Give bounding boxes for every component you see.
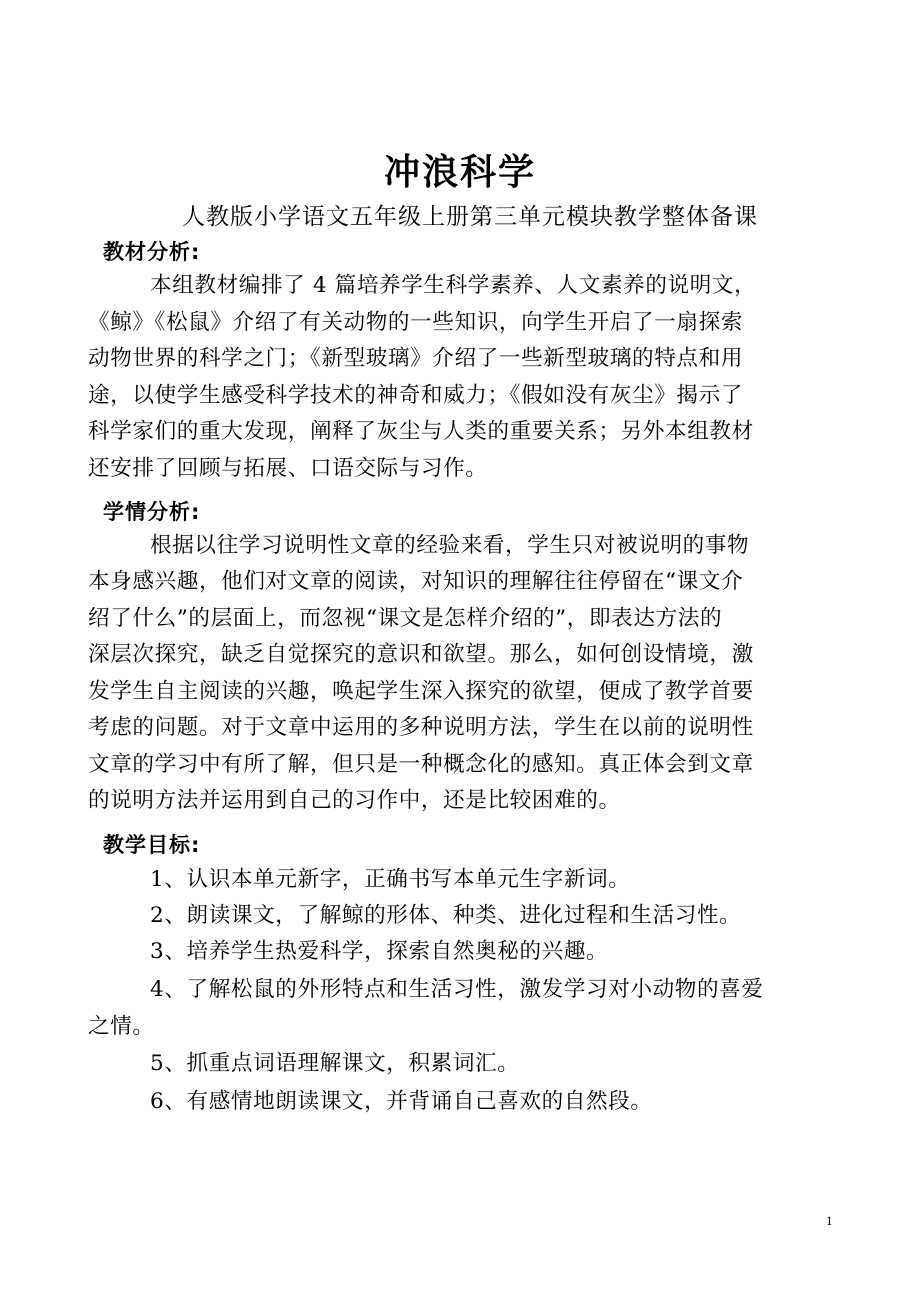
paragraph-line: 科学家们的重大发现，阐释了灰尘与人类的重要关系；另外本组教材 xyxy=(88,419,754,444)
paragraph-line: 文章的学习中有所了解，但只是一种概念化的感知。真正体会到文章 xyxy=(88,752,754,777)
goal-item-continuation: 之情。 xyxy=(88,1014,155,1039)
page-subtitle: 人教版小学语文五年级上册第三单元模块教学整体备课 xyxy=(182,204,758,230)
goal-item: 4、了解松鼠的外形特点和生活习性，激发学习对小动物的喜爱 xyxy=(150,977,764,1002)
goal-item: 1、认识本单元新字，正确书写本单元生字新词。 xyxy=(150,867,631,892)
paragraph-line: 本组教材编排了 4 篇培养学生科学素养、人文素养的说明文， xyxy=(150,273,757,298)
goal-item: 5、抓重点词语理解课文，积累词汇。 xyxy=(150,1051,520,1076)
paragraph-line: 深层次探究，缺乏自觉探究的意识和欲望。那么，如何创设情境，激 xyxy=(88,642,754,667)
goal-item: 3、培养学生热爱科学，探索自然奥秘的兴趣。 xyxy=(150,939,609,964)
page-title: 冲浪科学 xyxy=(383,152,536,193)
paragraph-line: 发学生自主阅读的兴趣，唤起学生深入探究的欲望，便成了教学首要 xyxy=(88,679,754,704)
paragraph-line: 绍了什么”的层面上，而忽视“课文是怎样介绍的”，即表达方法的 xyxy=(88,606,723,631)
paragraph-line: 的说明方法并运用到自己的习作中，还是比较困难的。 xyxy=(88,788,621,813)
goal-item: 6、有感情地朗读课文，并背诵自己喜欢的自然段。 xyxy=(150,1089,653,1114)
section-heading-students: 学情分析: xyxy=(103,500,201,524)
paragraph-line: 《鲸》《松鼠》介绍了有关动物的一些知识，向学生开启了一扇探索 xyxy=(88,310,744,335)
paragraph-line: 还安排了回顾与拓展、口语交际与习作。 xyxy=(88,456,488,481)
page-number: 1 xyxy=(826,1213,833,1228)
paragraph-line: 途，以使学生感受科学技术的神奇和威力；《假如没有灰尘》揭示了 xyxy=(88,383,744,408)
section-heading-goals: 教学目标: xyxy=(103,833,201,857)
paragraph-line: 考虑的问题。对于文章中运用的多种说明方法，学生在以前的说明性 xyxy=(88,715,754,740)
paragraph-line: 根据以往学习说明性文章的经验来看，学生只对被说明的事物 xyxy=(150,533,750,558)
section-heading-materials: 教材分析: xyxy=(103,240,201,264)
goal-item: 2、朗读课文，了解鲸的形体、种类、进化过程和生活习性。 xyxy=(150,903,742,928)
paragraph-line: 动物世界的科学之门；《新型玻璃》介绍了一些新型玻璃的特点和用 xyxy=(88,346,744,371)
paragraph-line: 本身感兴趣，他们对文章的阅读，对知识的理解往往停留在“课文介 xyxy=(88,569,744,594)
